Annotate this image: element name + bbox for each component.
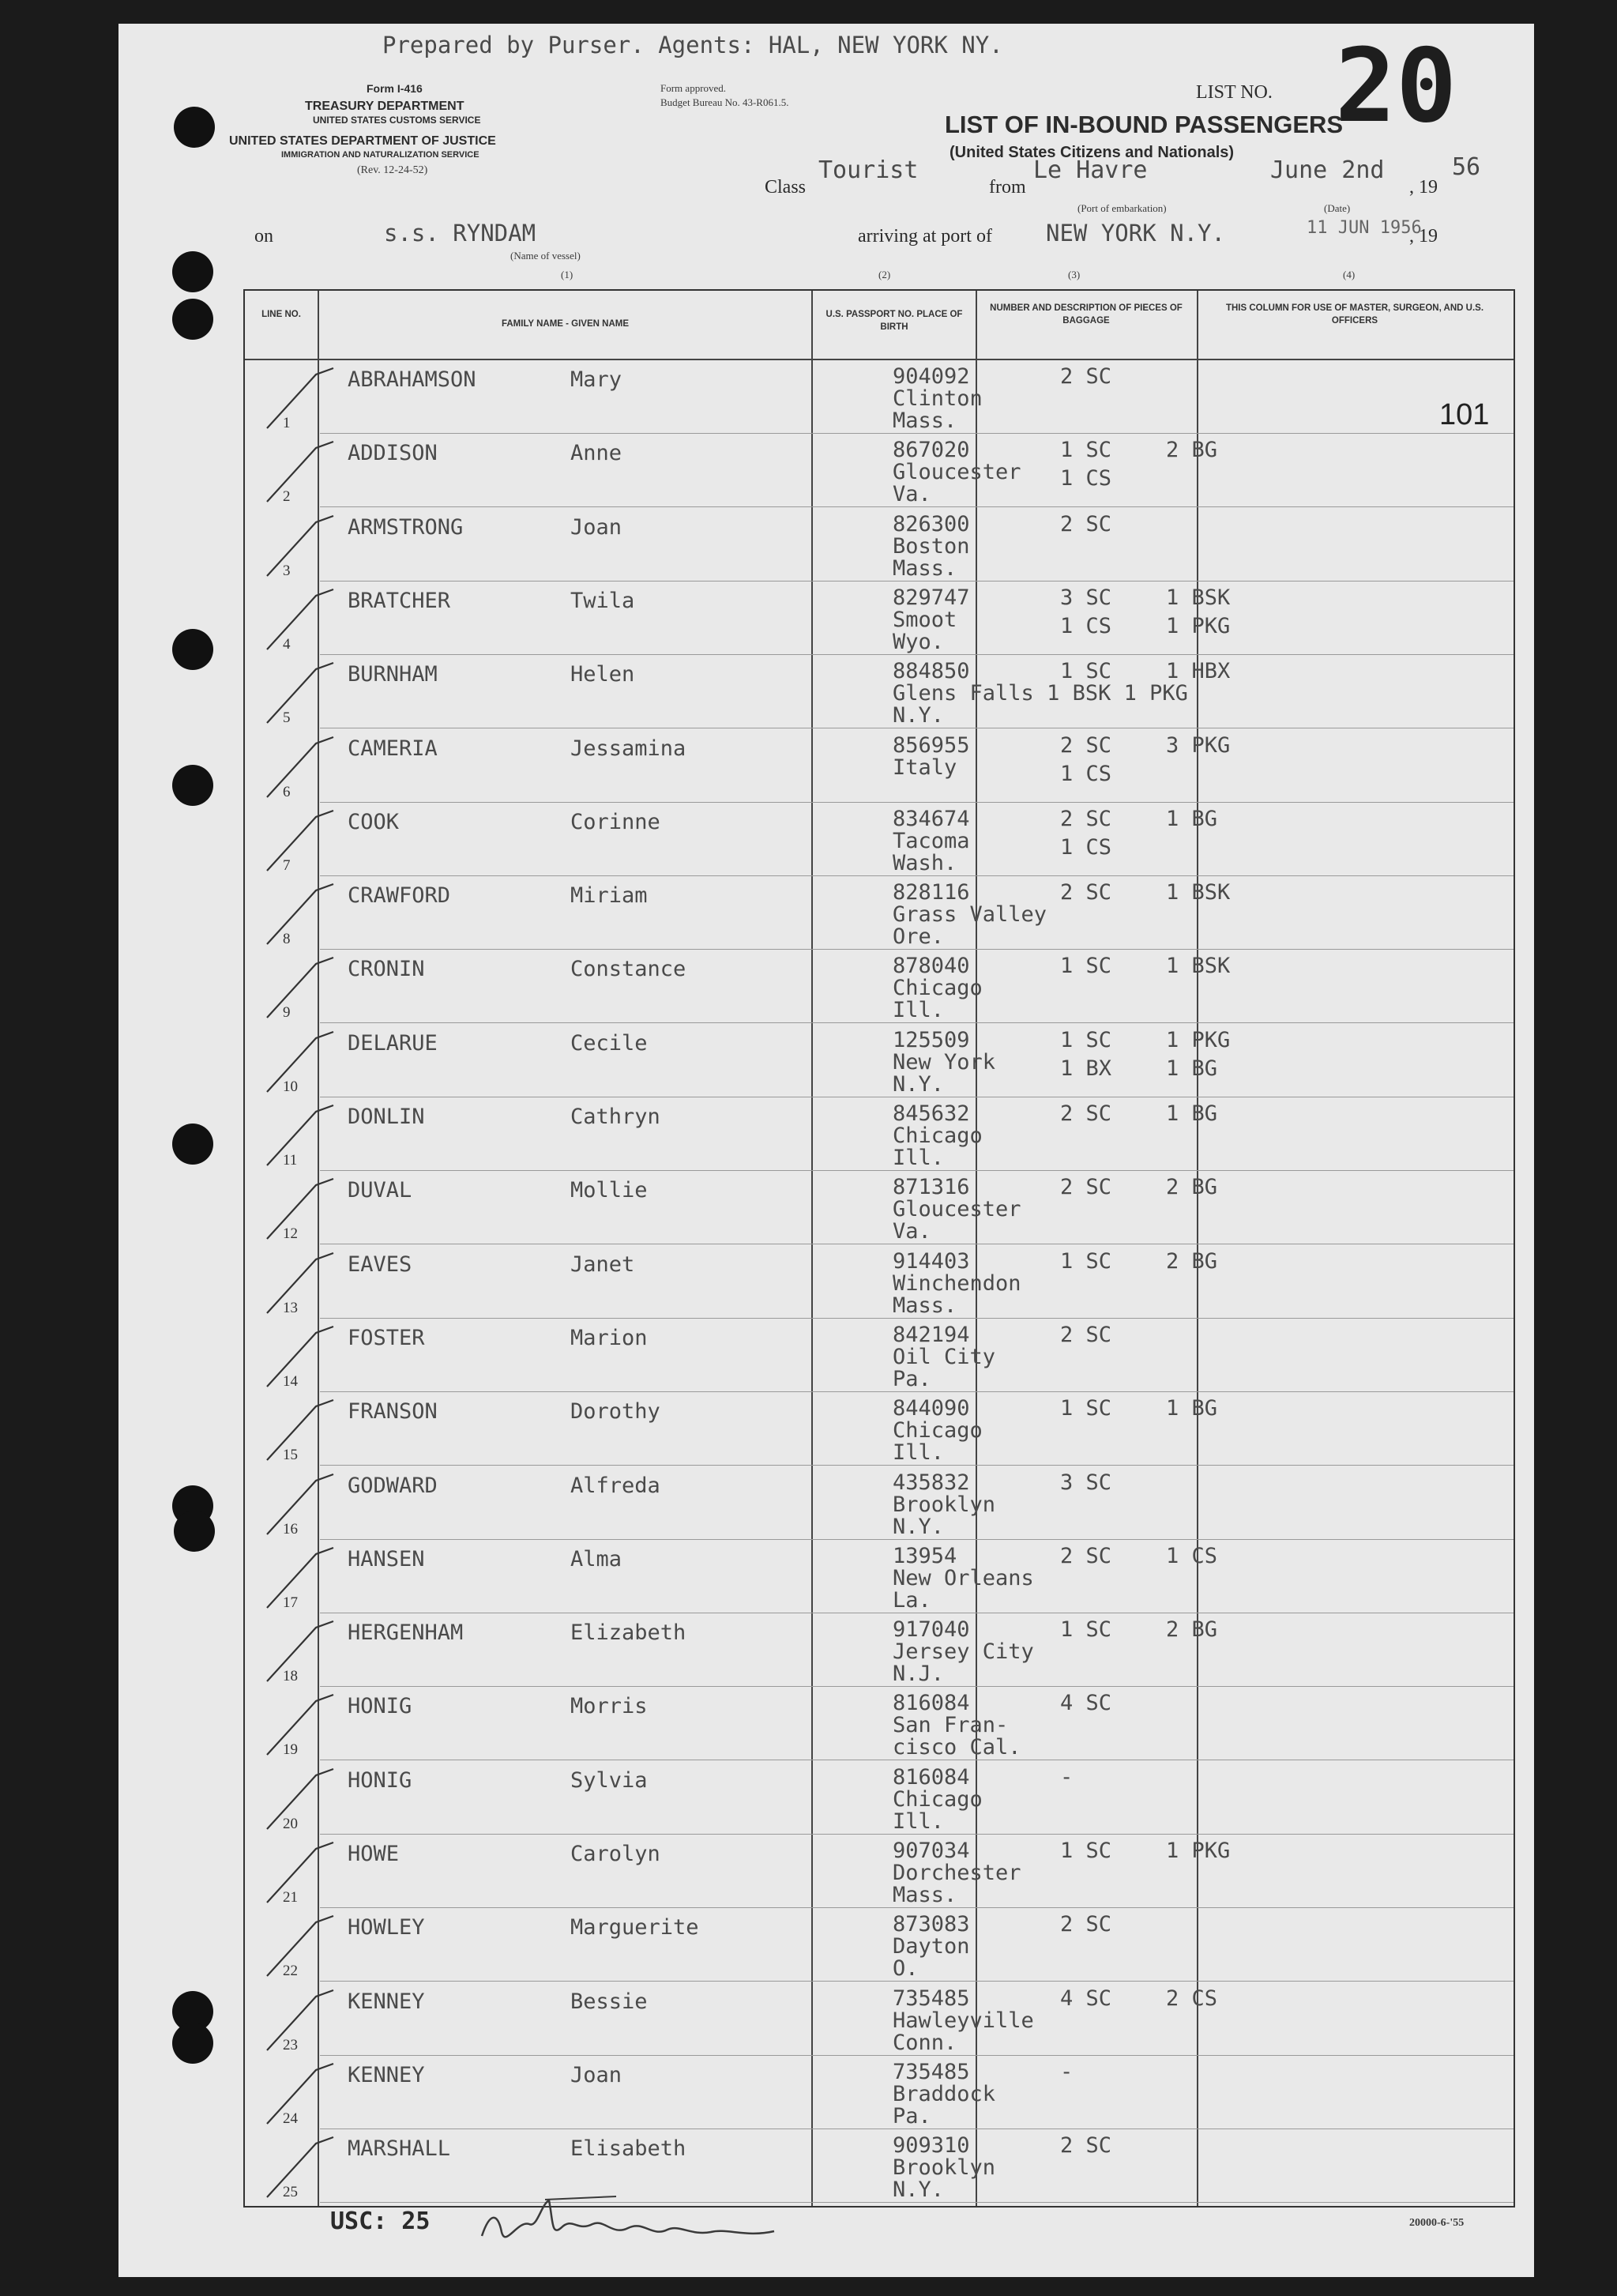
given-name: Carolyn [570, 1842, 660, 1866]
baggage-item: 1 SC [1060, 1027, 1112, 1052]
table-row [245, 360, 1514, 434]
officer-signature [474, 2189, 837, 2252]
given-name: Sylvia [570, 1767, 648, 1793]
column-number-3: (3) [1068, 269, 1081, 280]
line-number: 15 [283, 1447, 298, 1464]
check-mark [261, 360, 348, 434]
baggage-item: 2 BG [1166, 438, 1218, 463]
baggage-item: 4 SC [1060, 1691, 1112, 1716]
baggage-item: 1 CS [1060, 761, 1112, 786]
birthplace-line1: New York [893, 1049, 996, 1075]
line-number: 7 [283, 856, 291, 874]
arrival-date-stamp: 11 JUN 1956 [1307, 218, 1422, 238]
baggage-item: - [1060, 2059, 1074, 2084]
check-mark [261, 1171, 348, 1244]
given-name: Bessie [570, 1989, 648, 2014]
punch-hole [172, 2023, 213, 2064]
prepared-by-line: Prepared by Purser. Agents: HAL, NEW YORK NY. [382, 32, 1003, 58]
given-name: Marion [570, 1325, 648, 1350]
check-mark [261, 508, 348, 582]
table-row [245, 2056, 1514, 2129]
baggage-item: 1 BSK [1166, 954, 1231, 979]
line-number: 3 [283, 562, 291, 579]
birthplace-line2: Pa. [893, 1366, 931, 1391]
table-row [245, 876, 1514, 950]
immigration-service: IMMIGRATION AND NATURALIZATION SERVICE [281, 150, 479, 160]
baggage-item: 1 BG [1166, 1396, 1218, 1421]
birthplace-line2: Ill. [893, 1809, 945, 1834]
birthplace-line1: Gloucester [893, 1197, 1021, 1222]
check-mark [261, 1908, 348, 1982]
year-label: , 19 [1409, 177, 1438, 198]
header-officers: THIS COLUMN FOR USE OF MASTER, SURGEON, AND U.S. OFFICERS [1225, 303, 1484, 326]
birthplace-line2: Ill. [893, 998, 945, 1023]
baggage-item: 1 HBX [1166, 659, 1231, 684]
departure-date: June 2nd [1270, 156, 1385, 184]
birthplace-line1: Jersey City [893, 1639, 1034, 1665]
passport-number: 735485 [893, 2059, 970, 2084]
family-name: HANSEN [348, 1546, 425, 1571]
birthplace-line1: Chicago [893, 1124, 983, 1148]
vessel-name: s.s. RYNDAM [384, 220, 536, 247]
departure-year: 56 [1452, 153, 1481, 181]
birthplace-line2: Conn. [893, 2030, 957, 2055]
passport-number: 914403 [893, 1248, 970, 1274]
check-mark [261, 1392, 348, 1466]
birthplace-line1: Smoot [893, 607, 957, 632]
table-row [245, 1613, 1514, 1687]
table-row [245, 508, 1514, 582]
punch-hole [174, 1511, 215, 1552]
check-mark [261, 1613, 348, 1687]
passport-number: 735485 [893, 1985, 970, 2011]
birthplace-line2: Wyo. [893, 629, 945, 654]
usc-count: USC: 25 [330, 2208, 431, 2235]
line-number: 13 [283, 1299, 298, 1316]
line-number: 1 [283, 415, 291, 431]
baggage-item: 2 SC [1060, 806, 1112, 831]
punch-hole [172, 629, 213, 670]
table-row [245, 950, 1514, 1023]
passport-number: 844090 [893, 1396, 970, 1421]
baggage-item: 1 CS [1060, 613, 1112, 638]
passport-number: 125509 [893, 1027, 970, 1052]
family-name: HONIG [348, 1767, 412, 1793]
baggage-item: 2 SC [1060, 732, 1112, 758]
passport-number: 829747 [893, 585, 970, 610]
baggage-item: 2 SC [1060, 1543, 1112, 1568]
table-row [245, 803, 1514, 876]
birthplace-line1: Italy [893, 755, 957, 780]
column-number-2: (2) [878, 269, 891, 280]
birthplace-line1: San Fran- [893, 1713, 1009, 1738]
birthplace-line1: Winchendon [893, 1270, 1021, 1296]
baggage-item: 1 CS [1166, 1543, 1218, 1568]
from-label: from [989, 177, 1026, 198]
baggage-item: 3 PKG [1166, 732, 1231, 758]
birthplace-line1: Brooklyn [893, 1492, 996, 1517]
birthplace-line2: La. [893, 1587, 931, 1613]
family-name: ABRAHAMSON [348, 367, 476, 392]
baggage-item: 1 PKG [1166, 1027, 1231, 1052]
line-number: 9 [283, 1004, 291, 1022]
baggage-item: 1 BG [1166, 1056, 1218, 1081]
birthplace-line1: Chicago [893, 1786, 983, 1812]
passport-number: 435832 [893, 1470, 970, 1495]
baggage-item: 1 SC [1060, 1396, 1112, 1421]
table-row [245, 1687, 1514, 1760]
check-mark [261, 2129, 348, 2203]
check-mark [261, 729, 348, 803]
baggage-item: 1 BX [1060, 1056, 1112, 1081]
line-number: 4 [283, 635, 291, 653]
family-name: HOWE [348, 1842, 400, 1866]
check-mark [261, 803, 348, 876]
given-name: Corinne [570, 809, 660, 834]
punch-hole [172, 299, 213, 340]
family-name: BURNHAM [348, 662, 438, 687]
baggage-item: 1 SC [1060, 1248, 1112, 1274]
baggage-item: 1 BG [1166, 806, 1218, 831]
given-name: Joan [570, 2062, 622, 2087]
check-mark [261, 2056, 348, 2129]
passport-number: 907034 [893, 1839, 970, 1863]
birthplace-line1: Brooklyn [893, 2155, 996, 2181]
line-number: 5 [283, 710, 291, 727]
form-number: Form I-416 [367, 82, 423, 95]
revision-date: (Rev. 12-24-52) [357, 164, 428, 176]
line-number: 14 [283, 1372, 298, 1390]
table-row [245, 1319, 1514, 1392]
family-name: FOSTER [348, 1325, 425, 1350]
baggage-item: 4 SC [1060, 1985, 1112, 2011]
birthplace-line1: Boston [893, 533, 970, 559]
arrival-year-label: , 19 [1409, 226, 1438, 247]
check-mark [261, 1687, 348, 1760]
line-number: 2 [283, 488, 291, 506]
line-number: 21 [283, 1889, 298, 1906]
line-number: 17 [283, 1594, 298, 1611]
family-name: FRANSON [348, 1399, 438, 1425]
line-number: 24 [283, 2110, 298, 2127]
check-mark [261, 1540, 348, 1613]
line-number: 6 [283, 783, 291, 800]
treasury-department: TREASURY DEPARTMENT [305, 100, 464, 113]
birthplace-line1: Hawleyville [893, 2008, 1034, 2033]
baggage-item: 1 CS [1060, 466, 1112, 491]
check-mark [261, 1097, 348, 1171]
line-number: 16 [283, 1520, 298, 1538]
arriving-label: arriving at port of [858, 226, 992, 247]
table-row [245, 1466, 1514, 1540]
check-mark [261, 655, 348, 728]
column-number-4: (4) [1343, 269, 1356, 280]
birthplace-line2: Ill. [893, 1146, 945, 1170]
birthplace-line1: Gloucester [893, 460, 1021, 485]
class-label: Class [765, 177, 807, 198]
budget-bureau: Budget Bureau No. 43-R061.5. [660, 96, 789, 108]
baggage-item: 3 SC [1060, 1470, 1112, 1495]
vessel-label: (Name of vessel) [510, 250, 581, 262]
birthplace-line2: N.Y. [893, 1071, 945, 1097]
given-name: Mary [570, 367, 622, 392]
passport-number: 856955 [893, 732, 970, 758]
line-number: 23 [283, 2036, 298, 2053]
header-passport: U.S. PASSPORT NO. PLACE OF BIRTH [825, 310, 963, 332]
passport-number: 842194 [893, 1322, 970, 1347]
family-name: HONIG [348, 1694, 412, 1719]
line-number: 18 [283, 1668, 298, 1685]
given-name: Helen [570, 662, 635, 687]
baggage-item: 1 BSK [1166, 880, 1231, 905]
family-name: KENNEY [348, 2062, 425, 2087]
embarkation-port: Le Havre [1033, 156, 1148, 184]
birthplace-line2: Va. [893, 482, 931, 507]
arrival-port: NEW YORK N.Y. [1046, 220, 1225, 247]
birthplace-line2: Mass. [893, 408, 957, 433]
line-number: 12 [283, 1225, 298, 1243]
given-name: Elisabeth [570, 2136, 686, 2162]
baggage-item: 2 BG [1166, 1617, 1218, 1643]
family-name: ARMSTRONG [348, 514, 464, 540]
officer-note: 101 [1439, 398, 1490, 431]
punch-hole [172, 765, 213, 806]
passport-number: 904092 [893, 364, 970, 389]
family-name: HERGENHAM [348, 1620, 464, 1646]
baggage-item: - [1060, 1764, 1074, 1790]
family-name: HOWLEY [348, 1915, 425, 1940]
birthplace-line2: N.Y. [893, 2177, 945, 2203]
given-name: Anne [570, 441, 622, 466]
birthplace-line1: Chicago [893, 976, 983, 1001]
form-approved: Form approved. [660, 82, 727, 94]
justice-department: UNITED STATES DEPARTMENT OF JUSTICE [229, 134, 496, 148]
baggage-item: 2 BG [1166, 1248, 1218, 1274]
baggage-item: 2 SC [1060, 1175, 1112, 1200]
birthplace-line2: Wash. [893, 850, 957, 875]
check-mark [261, 1761, 348, 1835]
birthplace-line2: Mass. [893, 1883, 957, 1907]
check-mark [261, 582, 348, 655]
passport-number: 816084 [893, 1764, 970, 1790]
baggage-item: 1 PKG [1166, 613, 1231, 638]
given-name: Marguerite [570, 1915, 699, 1940]
baggage-item: 1 SC [1060, 438, 1112, 463]
passport-number: 909310 [893, 2133, 970, 2159]
table-row [245, 1245, 1514, 1319]
family-name: CAMERIA [348, 736, 438, 761]
baggage-item: 2 SC [1060, 1101, 1112, 1126]
passport-number: 867020 [893, 438, 970, 463]
baggage-item: 1 SC [1060, 1839, 1112, 1863]
baggage-item: 1 SC [1060, 659, 1112, 684]
birthplace-line1: Dorchester [893, 1861, 1021, 1885]
given-name: Twila [570, 588, 635, 613]
family-name: GODWARD [348, 1473, 438, 1498]
passport-number: 816084 [893, 1691, 970, 1716]
table-row [245, 729, 1514, 803]
line-number: 11 [283, 1152, 298, 1169]
birthplace-line1: New Orleans [893, 1565, 1034, 1590]
birthplace-line1: Tacoma [893, 828, 970, 853]
port-embarkation-label: (Port of embarkation) [1077, 202, 1167, 214]
passport-number: 873083 [893, 1912, 970, 1937]
table-row [245, 2129, 1514, 2203]
given-name: Elizabeth [570, 1620, 686, 1646]
on-label: on [254, 226, 273, 247]
passport-number: 884850 [893, 659, 970, 684]
line-number: 8 [283, 931, 291, 948]
given-name: Mollie [570, 1178, 648, 1203]
family-name: ADDISON [348, 441, 438, 466]
line-number: 22 [283, 1963, 298, 1980]
table-row [245, 582, 1514, 655]
table-row [245, 1982, 1514, 2056]
check-mark [261, 1319, 348, 1392]
birthplace-line2: N.Y. [893, 1514, 945, 1539]
punch-hole [172, 1124, 213, 1165]
given-name: Joan [570, 514, 622, 540]
passport-number: 878040 [893, 954, 970, 979]
baggage-item: 2 SC [1060, 511, 1112, 536]
class-value: Tourist [818, 156, 919, 184]
table-row [245, 434, 1514, 507]
baggage-item: 2 SC [1060, 364, 1112, 389]
given-name: Miriam [570, 883, 648, 909]
table-row [245, 655, 1514, 728]
birthplace-line2: Ore. [893, 924, 945, 950]
print-code: 20000-6-'55 [1409, 2217, 1465, 2229]
family-name: COOK [348, 809, 400, 834]
punch-hole [174, 107, 215, 148]
birthplace-line2: Ill. [893, 1440, 945, 1466]
birthplace-line2: Mass. [893, 555, 957, 581]
passport-number: 917040 [893, 1617, 970, 1643]
baggage-item: 1 PKG [1166, 1839, 1231, 1863]
given-name: Jessamina [570, 736, 686, 761]
table-row [245, 1540, 1514, 1613]
birthplace-line1: Grass Valley [893, 902, 1047, 928]
given-name: Constance [570, 957, 686, 982]
header-name: FAMILY NAME - GIVEN NAME [501, 319, 630, 329]
check-mark [261, 1982, 348, 2056]
family-name: KENNEY [348, 1989, 425, 2014]
document-subtitle: (United States Citizens and Nationals) [950, 144, 1235, 161]
given-name: Cecile [570, 1030, 648, 1056]
birthplace-line2: Pa. [893, 2103, 931, 2129]
family-name: DUVAL [348, 1178, 412, 1203]
baggage-item: 2 BG [1166, 1175, 1218, 1200]
check-mark [261, 950, 348, 1023]
birthplace-line2: N.Y. [893, 703, 945, 728]
punch-hole [172, 251, 213, 292]
birthplace-line1: Oil City [893, 1344, 996, 1369]
list-no-label: LIST NO. [1196, 82, 1273, 103]
passport-number: 845632 [893, 1101, 970, 1126]
passport-number: 834674 [893, 806, 970, 831]
table-row [245, 1097, 1514, 1171]
given-name: Dorothy [570, 1399, 660, 1425]
customs-service: UNITED STATES CUSTOMS SERVICE [313, 115, 481, 126]
check-mark [261, 434, 348, 507]
line-number: 10 [283, 1078, 298, 1095]
check-mark [261, 876, 348, 950]
line-number: 19 [283, 1741, 298, 1759]
check-mark [261, 1245, 348, 1319]
given-name: Janet [570, 1252, 635, 1277]
baggage-item: 2 SC [1060, 1322, 1112, 1347]
line-number: 25 [283, 2184, 298, 2201]
baggage-item: 1 BSK [1166, 585, 1231, 610]
table-row [245, 1761, 1514, 1835]
line-number: 20 [283, 1815, 298, 1832]
given-name: Alfreda [570, 1473, 660, 1498]
document-title: LIST OF IN-BOUND PASSENGERS [945, 111, 1344, 138]
family-name: CRAWFORD [348, 883, 451, 909]
given-name: Cathryn [570, 1105, 660, 1129]
birthplace-line1: Chicago [893, 1418, 983, 1443]
column-number-1: (1) [561, 269, 573, 280]
baggage-item: 2 SC [1060, 880, 1112, 905]
family-name: DELARUE [348, 1030, 438, 1056]
passport-number: 13954 [893, 1543, 957, 1568]
baggage-item: 2 CS [1166, 1985, 1218, 2011]
header-baggage: NUMBER AND DESCRIPTION OF PIECES OF BAGGAGE [990, 303, 1183, 326]
table-row [245, 1392, 1514, 1466]
check-mark [261, 1024, 348, 1097]
header-line-no: LINE NO. [261, 310, 301, 319]
check-mark [261, 1466, 348, 1540]
passport-number: 871316 [893, 1175, 970, 1200]
passenger-table [243, 289, 1515, 2208]
check-mark [261, 1835, 348, 1908]
birthplace-line1: Dayton [893, 1934, 970, 1959]
date-label: (Date) [1324, 202, 1351, 214]
birthplace-line1: Glens Falls 1 BSK 1 PKG [893, 681, 1188, 706]
family-name: DONLIN [348, 1105, 425, 1129]
table-row [245, 1171, 1514, 1244]
family-name: MARSHALL [348, 2136, 451, 2162]
list-number: 20 [1335, 28, 1457, 145]
table-row [245, 1835, 1514, 1908]
birthplace-line2: N.J. [893, 1662, 945, 1687]
passport-number: 826300 [893, 511, 970, 536]
family-name: CRONIN [348, 957, 425, 982]
birthplace-line1: Braddock [893, 2081, 996, 2106]
baggage-item: 1 BG [1166, 1101, 1218, 1126]
baggage-item: 2 SC [1060, 2133, 1112, 2159]
family-name: BRATCHER [348, 588, 451, 613]
birthplace-line1: Clinton [893, 386, 983, 411]
birthplace-line2: Mass. [893, 1293, 957, 1318]
given-name: Alma [570, 1546, 622, 1571]
table-row [245, 1908, 1514, 1982]
given-name: Morris [570, 1694, 648, 1719]
birthplace-line2: Va. [893, 1219, 931, 1244]
baggage-item: 1 SC [1060, 1617, 1112, 1643]
table-row [245, 1024, 1514, 1097]
birthplace-line2: O. [893, 1956, 919, 1982]
baggage-item: 1 CS [1060, 834, 1112, 860]
baggage-item: 3 SC [1060, 585, 1112, 610]
family-name: EAVES [348, 1252, 412, 1277]
baggage-item: 1 SC [1060, 954, 1112, 979]
baggage-item: 2 SC [1060, 1912, 1112, 1937]
birthplace-line2: cisco Cal. [893, 1735, 1021, 1760]
passport-number: 828116 [893, 880, 970, 905]
